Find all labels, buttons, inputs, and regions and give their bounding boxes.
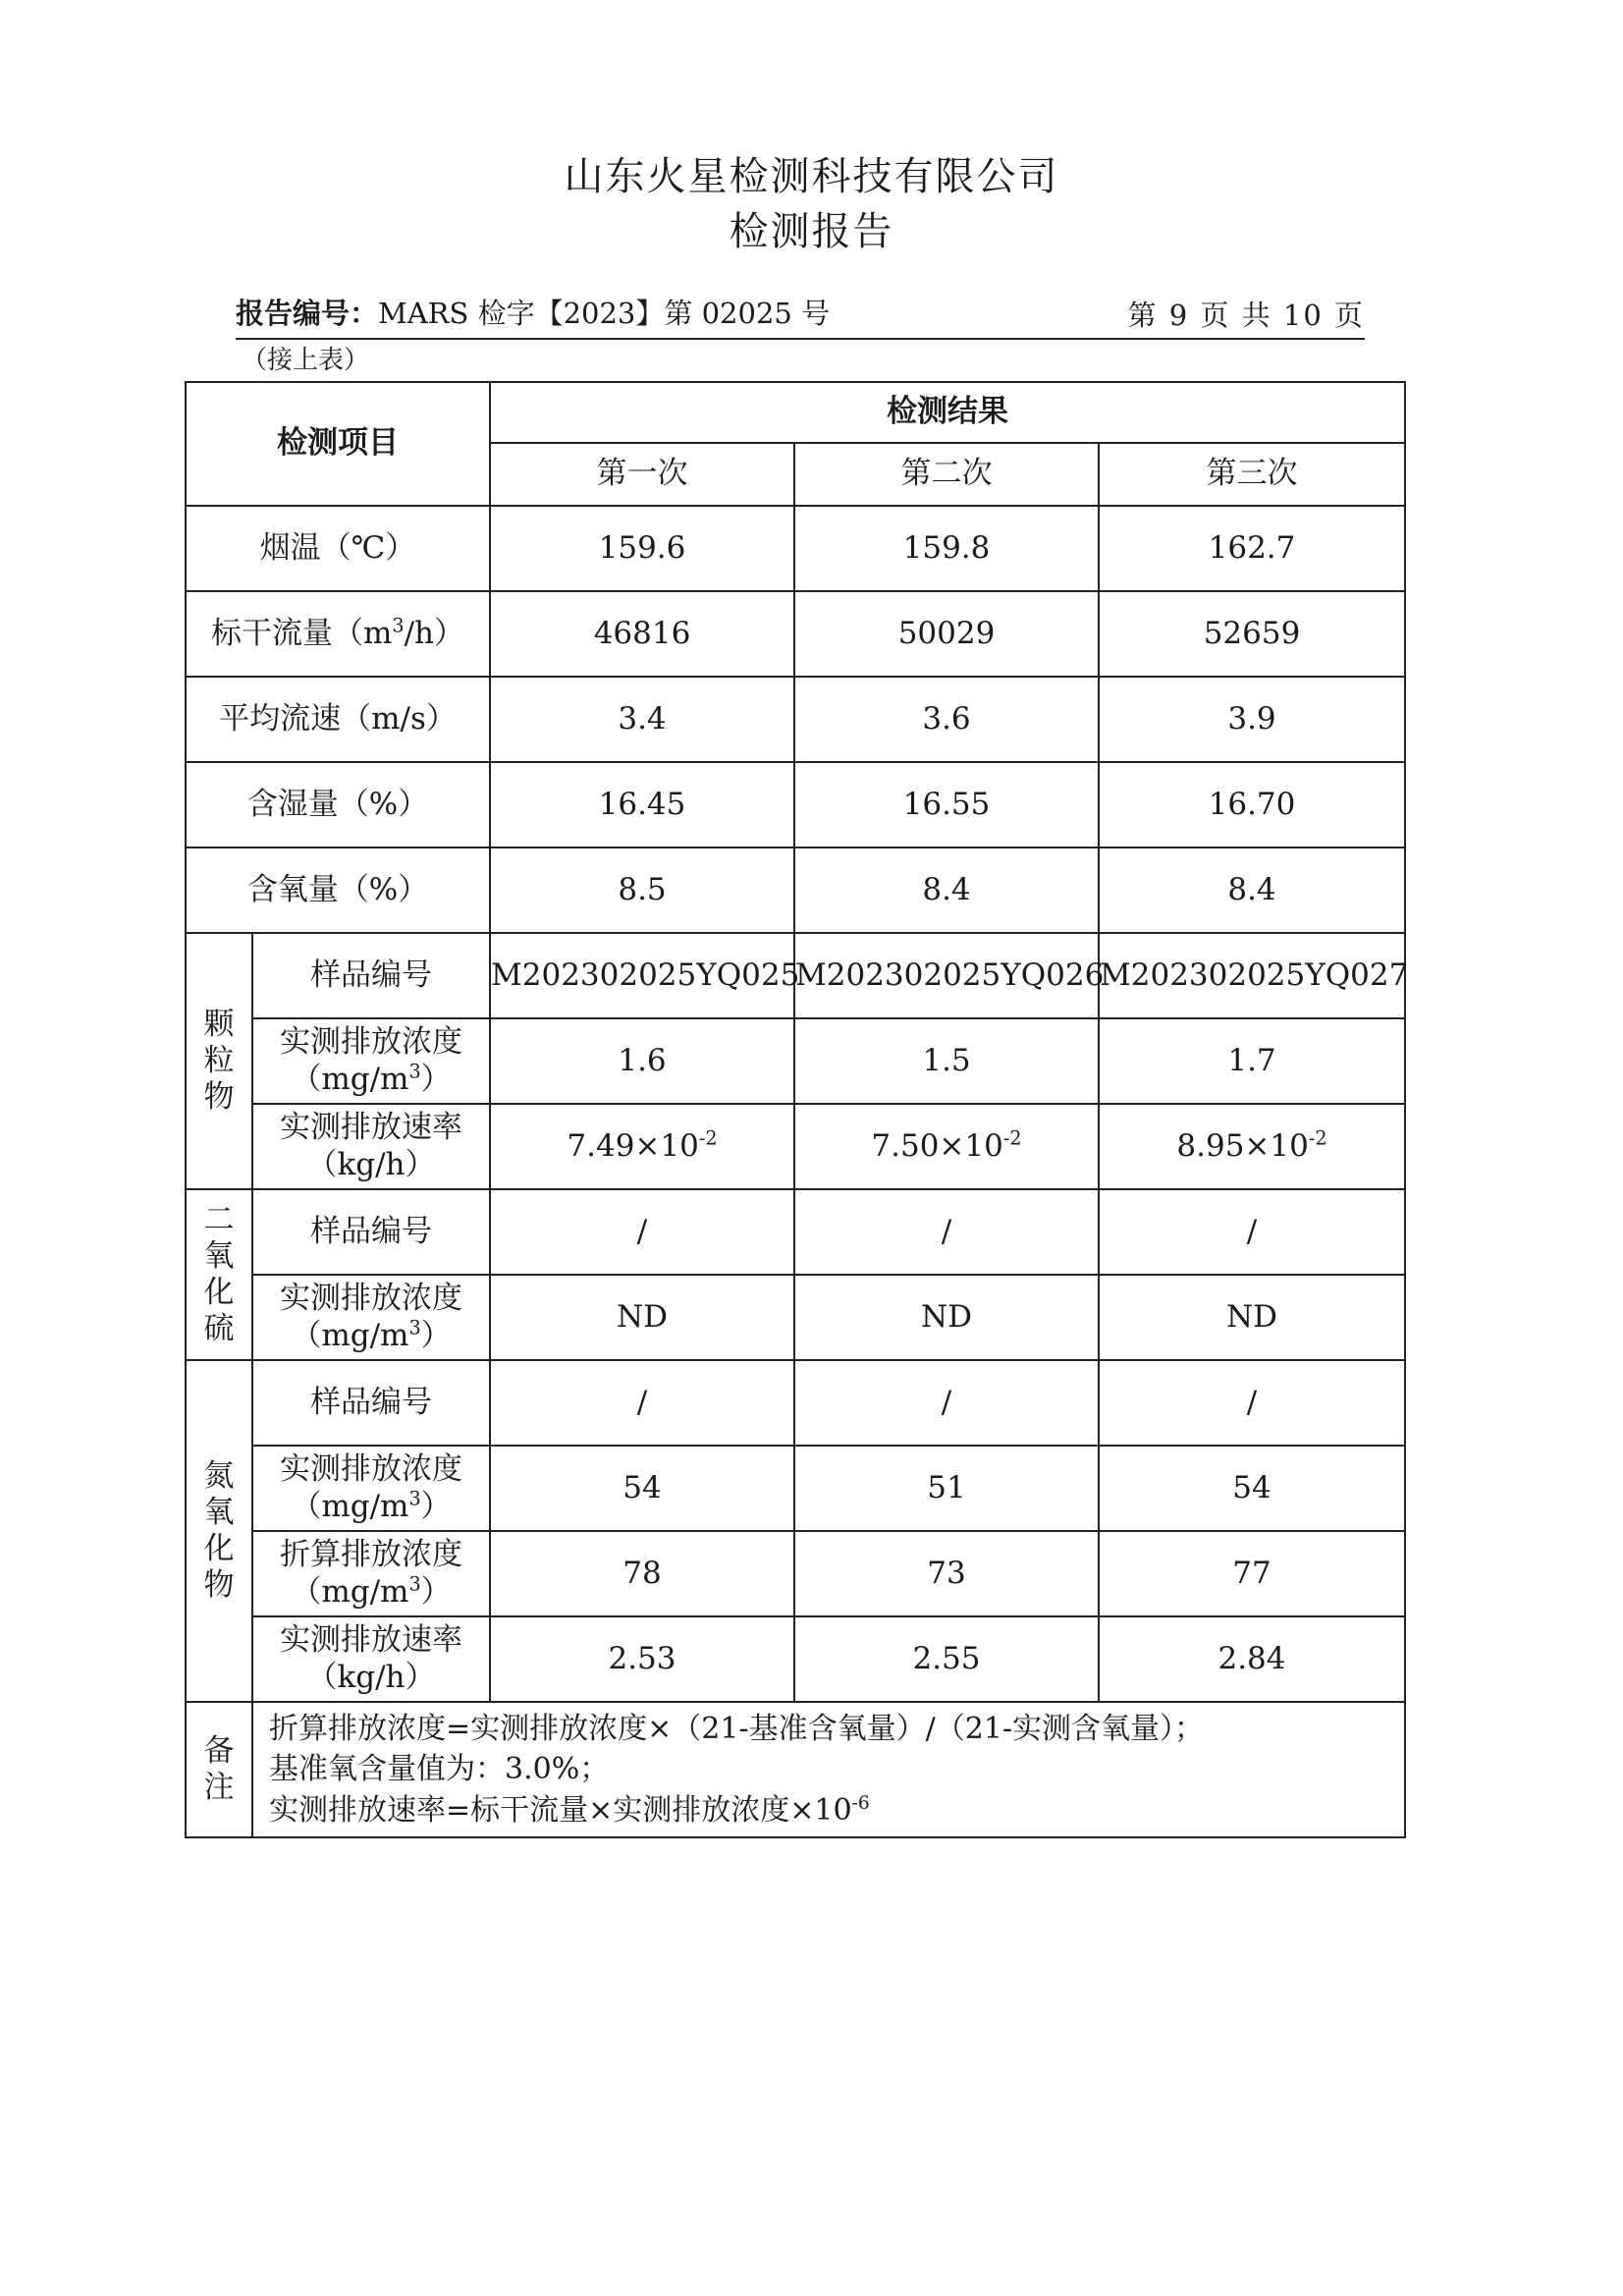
page-indicator: 第 9 页 共 10 页 [1127, 299, 1365, 332]
table-row [186, 1446, 1405, 1531]
cell-value: 2.53 [490, 1616, 794, 1702]
row-label: 含湿量（%） [186, 762, 490, 847]
cell-value: / [1099, 1360, 1405, 1446]
report-header [236, 295, 1365, 340]
table-row [186, 1275, 1405, 1360]
cell-value: 1.7 [1099, 1018, 1405, 1104]
table-row [186, 591, 1405, 677]
cell-value: 8.5 [490, 847, 794, 933]
report-number-value: MARS 检字【2023】第 02025 号 [378, 297, 831, 330]
cell-value: 2.55 [794, 1616, 1099, 1702]
table-row [186, 1189, 1405, 1275]
results-table [185, 381, 1409, 1838]
table-row [186, 762, 1405, 847]
company-name: 山东火星检测科技有限公司 [564, 154, 1059, 199]
table-row [186, 1104, 1405, 1189]
cell-value: 159.8 [794, 506, 1099, 591]
cell-value: 8.4 [794, 847, 1099, 933]
row-label: 平均流速（m/s） [186, 677, 490, 762]
cell-value: M202302025YQ025 [490, 933, 794, 1018]
report-number [236, 292, 830, 332]
row-label: 实测排放浓度 $(mg/m^3)$ [252, 1018, 490, 1104]
cell-value: 3.4 [490, 677, 794, 762]
row-label: 实测排放速率 （kg/h） [252, 1104, 490, 1189]
group-label-so2: 二 氧 化 硫 [186, 1189, 252, 1360]
header-run-3: 第三次 [1099, 443, 1405, 506]
cell-value: ND [794, 1275, 1099, 1360]
row-label: 烟温（℃） [186, 506, 490, 591]
cell-value: 54 [1099, 1446, 1405, 1531]
cell-value: 77 [1099, 1531, 1405, 1616]
cell-value: 52659 [1099, 591, 1405, 677]
cell-value: 78 [490, 1531, 794, 1616]
cell-value: 3.6 [794, 677, 1099, 762]
table-row [186, 1360, 1405, 1446]
cell-value: M202302025YQ026 [794, 933, 1099, 1018]
cell-value: 16.45 [490, 762, 794, 847]
report-number-label: 报告编号： [236, 297, 379, 330]
cell-value: 1.5 [794, 1018, 1099, 1104]
row-label: 含氧量（%） [186, 847, 490, 933]
row-label: 标干流量$(m^3/h)$ [186, 591, 490, 677]
table-row [186, 1531, 1405, 1616]
cell-value: 16.55 [794, 762, 1099, 847]
cell-value: 51 [794, 1446, 1099, 1531]
cell-value: $7.49\times 10^{-2}$ [490, 1104, 794, 1189]
cell-value: 16.70 [1099, 762, 1405, 847]
group-label-particulate: 颗 粒 物 [186, 933, 252, 1189]
table-row [186, 847, 1405, 933]
cell-value: $8.95\times 10^{-2}$ [1099, 1104, 1405, 1189]
cell-value: M202302025YQ027 [1099, 933, 1405, 1018]
row-label: 样品编号 [252, 933, 490, 1018]
cell-value: 1.6 [490, 1018, 794, 1104]
cell-value: / [794, 1189, 1099, 1275]
cell-value: 162.7 [1099, 506, 1405, 591]
cell-value: ND [1099, 1275, 1405, 1360]
remarks-row [186, 1702, 1405, 1837]
row-label: 实测排放速率 （kg/h） [252, 1616, 490, 1702]
row-label: 实测排放浓度 $(mg/m^3)$ [252, 1446, 490, 1531]
cell-value: 2.84 [1099, 1616, 1405, 1702]
cell-value: / [1099, 1189, 1405, 1275]
row-label: 样品编号 [252, 1360, 490, 1446]
header-run-1: 第一次 [490, 443, 794, 506]
row-label: 折算排放浓度 $(mg/m^3)$ [252, 1531, 490, 1616]
cell-value: 50029 [794, 591, 1099, 677]
header-row-1 [186, 382, 1405, 443]
table-row [186, 506, 1405, 591]
cell-value: 46816 [490, 591, 794, 677]
cell-value: / [794, 1360, 1099, 1446]
cell-value: 8.4 [1099, 847, 1405, 933]
group-label-nox: 氮 氧 化 物 [186, 1360, 252, 1702]
remark-line-3: 实测排放速率=标干流量×实测排放浓度$\times 10^{-6}$ [269, 1792, 870, 1828]
header-results: 检测结果 [490, 382, 1405, 443]
remarks-content [252, 1702, 1405, 1837]
table-row [186, 1616, 1405, 1702]
continued-note: （接上表） [242, 346, 370, 375]
row-label: 样品编号 [252, 1189, 490, 1275]
document-title: 检测报告 [729, 209, 894, 254]
cell-value: ND [490, 1275, 794, 1360]
row-label: 实测排放浓度 $(mg/m^3)$ [252, 1275, 490, 1360]
remark-line-2: 基准氧含量值为：3.0%； [269, 1752, 610, 1787]
cell-value: / [490, 1360, 794, 1446]
remark-line-1: 折算排放浓度=实测排放浓度×（21-基准含氧量）/（21-实测含氧量）； [269, 1712, 1205, 1746]
cell-value: 73 [794, 1531, 1099, 1616]
header-run-2: 第二次 [794, 443, 1099, 506]
remarks-label: 备 注 [186, 1702, 252, 1837]
table-row [186, 677, 1405, 762]
table-row [186, 933, 1405, 1018]
cell-value: / [490, 1189, 794, 1275]
cell-value: $7.50\times 10^{-2}$ [794, 1104, 1099, 1189]
header-item: 检测项目 [186, 382, 490, 506]
cell-value: 3.9 [1099, 677, 1405, 762]
table-row [186, 1018, 1405, 1104]
cell-value: 54 [490, 1446, 794, 1531]
cell-value: 159.6 [490, 506, 794, 591]
